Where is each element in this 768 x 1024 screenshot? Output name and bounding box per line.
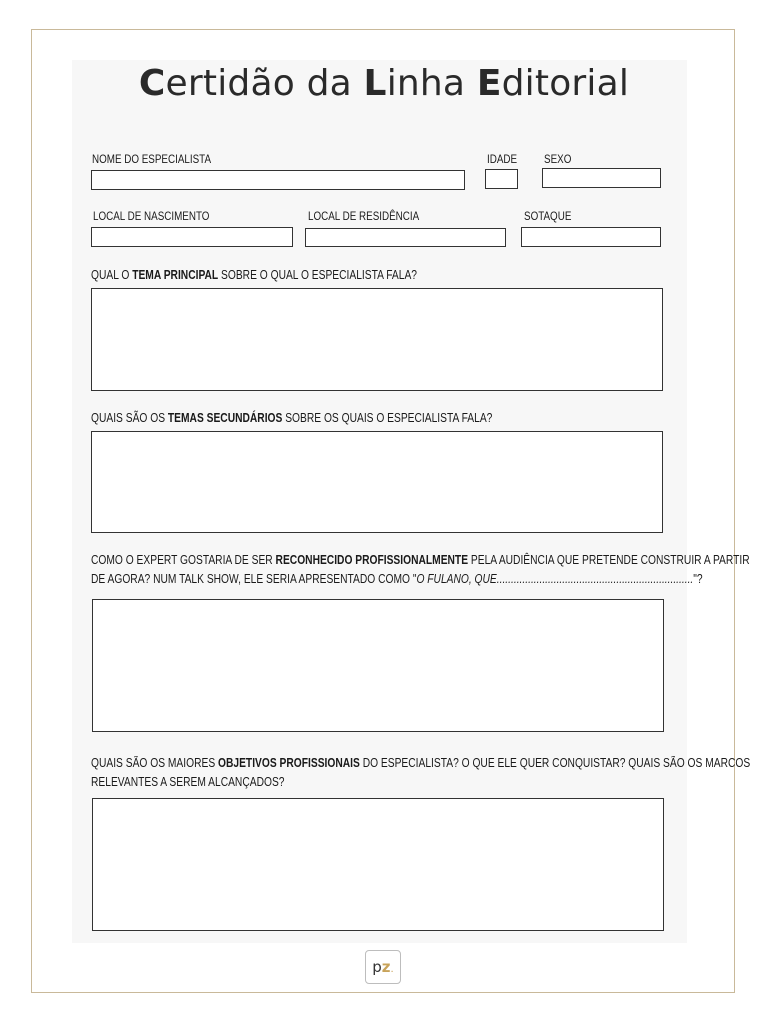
page-title: [0, 63, 768, 104]
residencia-field[interactable]: [305, 228, 506, 247]
nome-label: NOME DO ESPECIALISTA: [92, 152, 212, 166]
nome-field[interactable]: [91, 170, 465, 190]
temas-secundarios-answer-box[interactable]: [91, 431, 663, 533]
pz-logo: p z .: [365, 950, 401, 984]
title-initial-c: C: [138, 63, 166, 104]
nascimento-field[interactable]: [91, 227, 293, 247]
question-reconhecimento: COMO O EXPERT GOSTARIA DE SER RECONHECIDO PROFISSIONALMENTE PELA AUDIÊNCIA QUE PRETENDE CONSTRUIR A PARTIR DE AGORA? NUM TALK SHOW, ELE SERIA APRESENTADO COMO "O FULANO, QUE....................................................................."?: [91, 553, 750, 586]
question-tema-principal: QUAL O TEMA PRINCIPAL SOBRE O QUAL O ESPECIALISTA FALA?: [91, 268, 418, 282]
title-initial-e: E: [476, 63, 502, 104]
sotaque-field[interactable]: [521, 227, 661, 247]
sexo-label: SEXO: [544, 152, 572, 166]
reconhecimento-answer-box[interactable]: [92, 599, 664, 732]
idade-field[interactable]: [485, 169, 518, 189]
residencia-label: LOCAL DE RESIDÊNCIA: [308, 209, 420, 223]
tema-principal-answer-box[interactable]: [91, 288, 663, 391]
sotaque-label: SOTAQUE: [524, 209, 572, 223]
objetivos-answer-box[interactable]: [92, 798, 664, 931]
title-part-1: ertidão da: [165, 63, 364, 104]
title-part-3: ditorial: [501, 63, 630, 104]
idade-label: IDADE: [487, 152, 518, 166]
question-temas-secundarios: QUAIS SÃO OS TEMAS SECUNDÁRIOS SOBRE OS QUAIS O ESPECIALISTA FALA?: [91, 411, 493, 425]
title-initial-l: L: [363, 63, 387, 104]
question-objetivos: QUAIS SÃO OS MAIORES OBJETIVOS PROFISSIONAIS DO ESPECIALISTA? O QUE ELE QUER CONQUISTAR? QUAIS SÃO OS MARCOS RELEVANTES A SEREM ALCANÇADOS?: [91, 756, 751, 789]
nascimento-label: LOCAL DE NASCIMENTO: [93, 209, 210, 223]
title-part-2: inha: [386, 63, 477, 104]
sexo-field[interactable]: [542, 168, 661, 188]
